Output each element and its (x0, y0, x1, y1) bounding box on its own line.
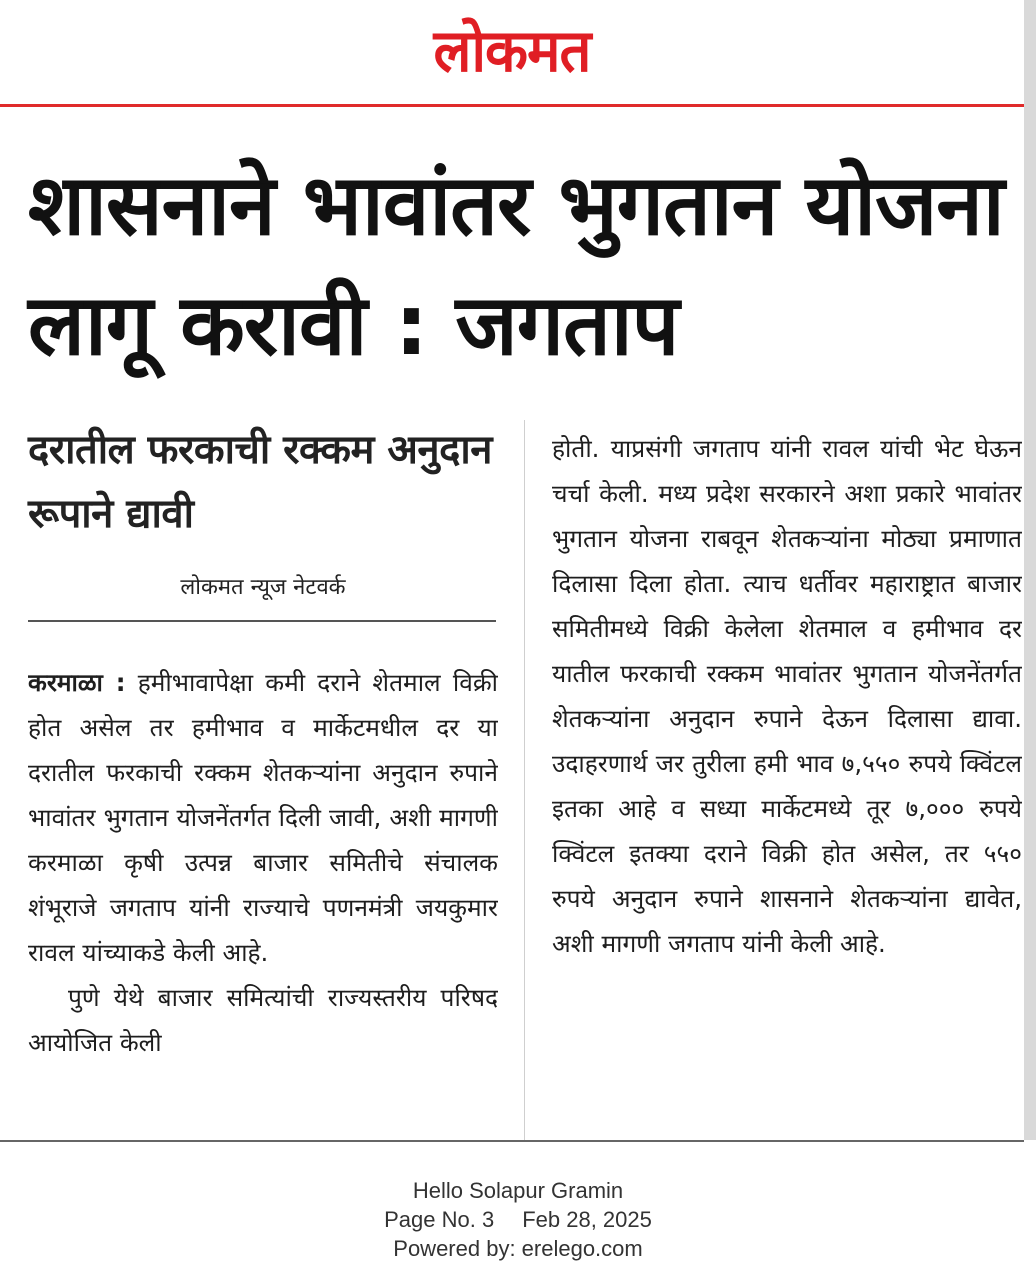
scan-edge-strip (1024, 0, 1036, 1140)
paragraph-1-text: हमीभावापेक्षा कमी दराने शेतमाल विक्री होत असेल तर हमीभाव व मार्केटमधील दर या दरातील फरकाची रक्कम शेतकऱ्यांना अनुदान रुपाने भावांतर भुगतान योजनेंतर्गत दिली जावी, अशी मागणी करमाळा कृषी उत्पन्न बाजार समितीचे संचालक शंभूराजे जगताप यांनी राज्याचे पणनमंत्री जयकुमार रावल यांच्याकडे केली आहे. (28, 668, 498, 967)
column-divider (524, 420, 525, 1140)
clipping-footer (0, 1176, 1036, 1263)
powered-by-link[interactable]: Powered by: erelego.com (393, 1236, 643, 1261)
publication-date: Feb 28, 2025 (522, 1207, 652, 1232)
article-column-left (28, 660, 498, 1142)
lokmat-logo: लोकमत (433, 17, 591, 86)
article-paragraph-2-continued: होती. याप्रसंगी जगताप यांनी रावल यांची भेट घेऊन चर्चा केली. मध्य प्रदेश सरकारने अशा प्रकारे भावांतर भुगतान योजना राबवून शेतकऱ्यांना मोठ्या प्रमाणात दिलासा दिला होता. त्याच धर्तीवर महाराष्ट्रात बाजार समितीमध्ये विक्री केलेला शेतमाल व हमीभाव दर यातील फरकाची रक्कम भावांतर भुगतान योजनेंतर्गत शेतकऱ्यांना अनुदान रुपाने देऊन दिलासा द्यावा. उदाहरणार्थ जर तुरीला हमी भाव ७,५५० रुपये क्विंटल इतका आहे व सध्या मार्केटमध्ये तूर ७,००० रुपये क्विंटल इतक्या दराने विक्री होत असेल, तर ५५० रुपये अनुदान रुपाने शासनाने शेतकऱ्यांना द्यावेत, अशी मागणी जगताप यांनी केली आहे. (552, 434, 1022, 958)
masthead-rule (0, 104, 1024, 107)
article-paragraph-1 (28, 660, 498, 975)
article-dateline: करमाळा : (28, 668, 126, 697)
edition-name: Hello Solapur Gramin (412, 1178, 624, 1203)
masthead (0, 12, 1024, 92)
article-headline: शासनाने भावांतर भुगतान योजना लागू करावी : जगताप (28, 156, 1004, 374)
page-info (0, 1205, 1036, 1234)
article-byline: लोकमत न्यूज नेटवर्क (180, 575, 346, 600)
byline-divider (28, 620, 496, 622)
article-subheadline: दरातील फरकाची रक्कम अनुदान रूपाने द्यावी (28, 427, 492, 537)
article-column-right (552, 426, 1022, 1142)
page-number: Page No. 3 (384, 1207, 495, 1232)
clipping-bottom-rule (0, 1140, 1024, 1142)
article-paragraph-2-start: पुणे येथे बाजार समित्यांची राज्यस्तरीय परिषद आयोजित केली (28, 983, 498, 1057)
